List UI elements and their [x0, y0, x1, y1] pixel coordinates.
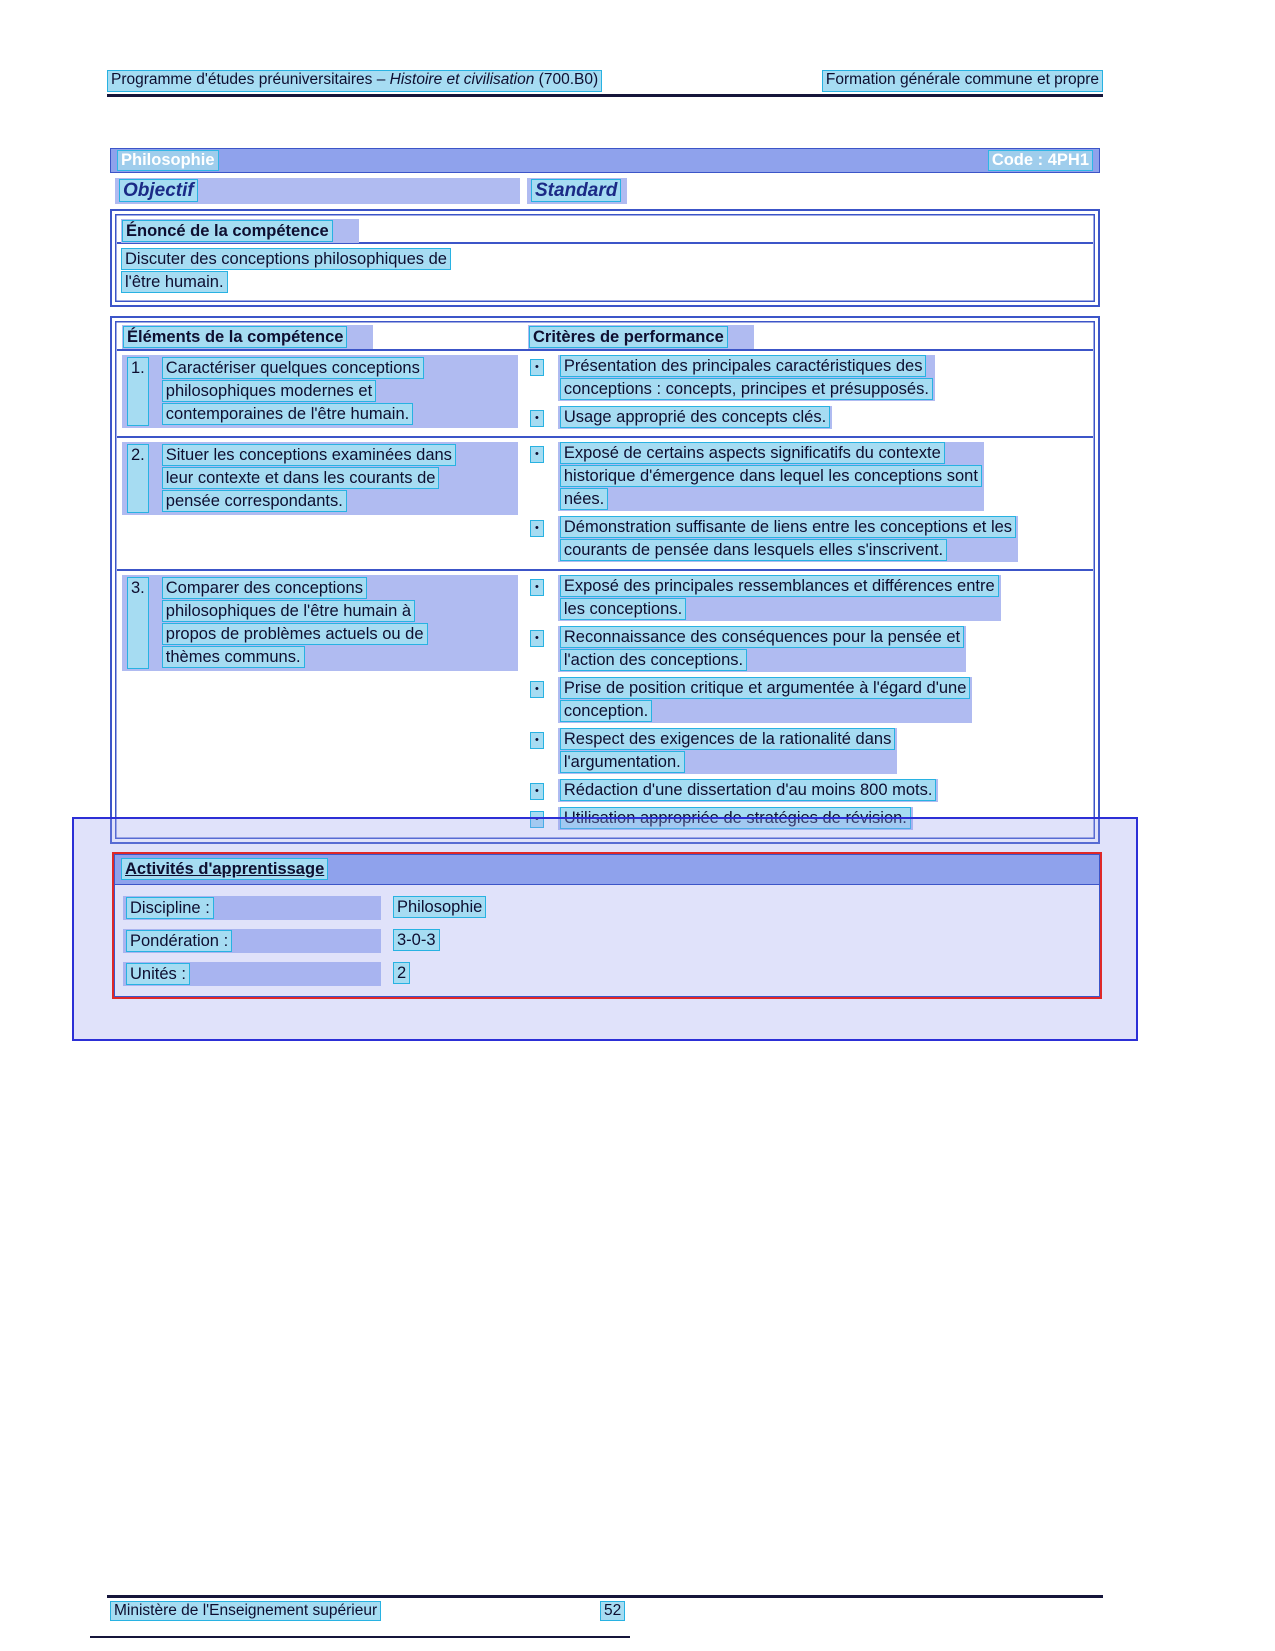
- running-header: [107, 70, 1103, 92]
- criterion-item: [530, 626, 966, 672]
- criterion-text-line: Exposé de certains aspects significatifs du contexte: [560, 442, 945, 464]
- enonce-body: [117, 244, 1093, 300]
- criteres-header: Critères de performance: [529, 326, 728, 348]
- program-header-right: Formation générale commune et propre: [822, 70, 1103, 92]
- criterion-text-line: les conceptions.: [560, 598, 686, 620]
- section-headings-row: [115, 178, 1100, 204]
- activites-body: [115, 885, 1099, 996]
- competence-row: [117, 569, 1093, 837]
- bullet-icon: •: [530, 783, 544, 800]
- element-number: 1.: [127, 357, 149, 426]
- bullet-icon: •: [530, 732, 544, 749]
- criterion-text-line: courants de pensée dans lesquels elles s'inscrivent.: [560, 539, 947, 561]
- enonce-header-highlight: [121, 219, 359, 243]
- standard-heading-bar: [527, 178, 627, 204]
- enonce-header: [117, 216, 1093, 244]
- element-text-line: propos de problèmes actuels ou de: [162, 623, 428, 645]
- standard-heading: Standard: [531, 179, 621, 202]
- criterion-text-line: nées.: [560, 488, 608, 510]
- bullet-icon: •: [530, 630, 544, 647]
- criteria-cell: [520, 571, 1093, 837]
- objectif-heading-bar: [115, 178, 520, 204]
- criterion-text-line: Démonstration suffisante de liens entre les conceptions et les: [560, 516, 1016, 538]
- element-text-line: Caractériser quelques conceptions: [162, 357, 424, 379]
- element-cell: [117, 438, 520, 569]
- criterion-text-line: Rédaction d'une dissertation d'au moins 800 mots.: [560, 779, 937, 801]
- program-name: Programme d'études préuniversitaires –: [111, 71, 390, 88]
- enonce-section: [110, 209, 1100, 307]
- criterion-text-line: historique d'émergence dans lequel les conceptions sont: [560, 465, 982, 487]
- activites-header-bar: [115, 855, 1099, 885]
- criteria-cell: [520, 351, 1093, 436]
- bullet-icon: •: [530, 811, 544, 828]
- criterion-item: [530, 728, 897, 774]
- footer-ministry: Ministère de l'Enseignement supérieur: [110, 1601, 381, 1621]
- element-text-line: leur contexte et dans les courants de: [162, 467, 440, 489]
- element-text-line: contemporaines de l'être humain.: [162, 403, 413, 425]
- footer-rule: [107, 1595, 1103, 1598]
- discipline-value: Philosophie: [393, 896, 486, 918]
- element-text-line: Comparer des conceptions: [162, 577, 367, 599]
- bullet-icon: •: [530, 410, 544, 427]
- competence-table: [110, 316, 1100, 844]
- enonce-title: Énoncé de la compétence: [122, 220, 333, 242]
- competence-table-header: [117, 323, 1093, 351]
- footer-bottom-rule: [90, 1636, 630, 1638]
- element-number: 3.: [127, 577, 149, 669]
- objectif-heading: Objectif: [119, 179, 198, 202]
- criterion-text-line: Utilisation appropriée de stratégies de révision.: [560, 807, 911, 829]
- program-code: (700.B0): [534, 71, 599, 88]
- element-number: 2.: [127, 444, 149, 513]
- ponderation-label: Pondération :: [126, 930, 232, 952]
- unites-label: Unités :: [126, 963, 190, 985]
- criterion-text-line: Respect des exigences de la rationalité dans: [560, 728, 895, 750]
- activites-section: [114, 854, 1100, 997]
- course-code: Code : 4PH1: [988, 150, 1093, 171]
- enonce-text-line: l'être humain.: [121, 271, 228, 293]
- bullet-icon: •: [530, 681, 544, 698]
- criterion-text-line: Prise de position critique et argumentée à l'égard d'une: [560, 677, 971, 699]
- criterion-item: [530, 355, 935, 401]
- criterion-item: [530, 516, 1018, 562]
- activites-label-bar: [123, 962, 381, 986]
- element-text-line: philosophiques de l'être humain à: [162, 600, 415, 622]
- activites-label-bar: [123, 929, 381, 953]
- bullet-icon: •: [530, 359, 544, 376]
- activites-label-bar: [123, 896, 381, 920]
- header-rule: [107, 94, 1103, 97]
- criterion-text-line: l'argumentation.: [560, 751, 685, 773]
- criterion-text-line: Exposé des principales ressemblances et différences entre: [560, 575, 999, 597]
- activites-title: Activités d'apprentissage: [121, 858, 328, 880]
- criterion-item: [530, 677, 972, 723]
- criterion-text-line: Usage approprié des concepts clés.: [560, 406, 830, 428]
- criterion-text-line: conceptions : concepts, principes et présupposés.: [560, 378, 933, 400]
- competence-row: [117, 436, 1093, 569]
- element-text-line: Situer les conceptions examinées dans: [162, 444, 456, 466]
- element-cell: [117, 351, 520, 436]
- footer-page-number: 52: [600, 1601, 625, 1621]
- element-text-line: philosophiques modernes et: [162, 380, 376, 402]
- criterion-text-line: l'action des conceptions.: [560, 649, 747, 671]
- criterion-text-line: Présentation des principales caractéristiques des: [560, 355, 927, 377]
- element-text-line: thèmes communs.: [162, 646, 305, 668]
- bullet-icon: •: [530, 579, 544, 596]
- activites-row: [123, 929, 1091, 953]
- ponderation-value: 3-0-3: [393, 929, 440, 951]
- bullet-icon: •: [530, 446, 544, 463]
- program-header-left: [107, 70, 602, 92]
- activites-red-box: [112, 852, 1102, 999]
- competence-row: [117, 351, 1093, 436]
- bullet-icon: •: [530, 520, 544, 537]
- enonce-text-line: Discuter des conceptions philosophiques de: [121, 248, 451, 270]
- activites-row: [123, 896, 1091, 920]
- criterion-text-line: Reconnaissance des conséquences pour la pensée et: [560, 626, 964, 648]
- criteria-cell: [520, 438, 1093, 569]
- activites-row: [123, 962, 1091, 986]
- discipline-label: Discipline :: [126, 897, 214, 919]
- elements-header: Éléments de la compétence: [123, 326, 347, 348]
- criterion-item: [530, 575, 1001, 621]
- element-cell: [117, 571, 520, 837]
- program-name-italic: Histoire et civilisation: [389, 71, 535, 88]
- course-title-bar: [110, 148, 1100, 173]
- unites-value: 2: [393, 962, 410, 984]
- criterion-item: [530, 779, 938, 802]
- criterion-item: [530, 442, 984, 511]
- criterion-item: [530, 406, 832, 429]
- course-title: Philosophie: [117, 150, 219, 171]
- criterion-text-line: conception.: [560, 700, 652, 722]
- annotation-overlay-box: [72, 817, 1138, 1041]
- element-text-line: pensée correspondants.: [162, 490, 347, 512]
